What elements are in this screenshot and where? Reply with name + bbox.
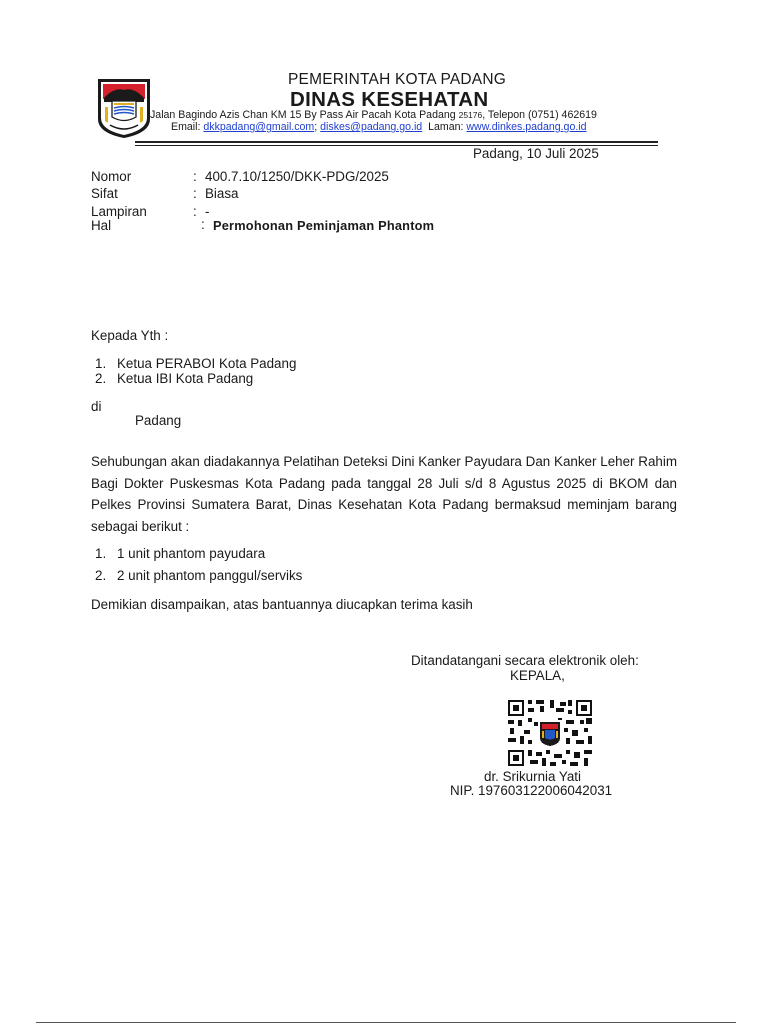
item-number: 1. [95, 546, 107, 561]
government-name: PEMERINTAH KOTA PADANG [288, 71, 506, 88]
nomor-colon: : [193, 169, 197, 184]
email-separator: ; [314, 121, 321, 133]
address-street: Jalan Bagindo Azis Chan KM 15 By Pass Air Pacah Kota Padang [150, 109, 459, 121]
page-bottom-border [36, 1022, 736, 1023]
nomor-value: 400.7.10/1250/DKK-PDG/2025 [205, 169, 389, 184]
addressee-di: di [91, 399, 102, 414]
sifat-colon: : [193, 186, 197, 201]
website-link[interactable]: www.dinkes.padang.go.id [466, 121, 587, 133]
recipient-number: 1. [95, 356, 107, 371]
lampiran-colon: : [193, 204, 197, 219]
qr-code-icon [506, 698, 594, 768]
email-link-primary[interactable]: dkkpadang@gmail.com [203, 121, 315, 133]
sifat-value: Biasa [205, 186, 239, 201]
nomor-label: Nomor [91, 169, 132, 184]
letter-date: Padang, 10 Juli 2025 [473, 146, 599, 161]
lampiran-label: Lampiran [91, 204, 147, 219]
recipient-number: 2. [95, 371, 107, 386]
lampiran-value: - [205, 204, 210, 219]
address-postal-code: 25176 [458, 110, 483, 120]
signer-title: KEPALA, [510, 668, 565, 683]
e-signed-statement: Ditandatangani secara elektronik oleh: [411, 653, 639, 668]
addressee-city: Padang [135, 413, 182, 428]
contact-line [171, 121, 587, 133]
signer-nip: NIP. 197603122006042031 [450, 783, 613, 798]
recipient-name: Ketua IBI Kota Padang [117, 371, 254, 386]
hal-colon: : [201, 217, 205, 232]
hal-subject: Permohonan Peminjaman Phantom [213, 218, 435, 233]
email-link-secondary[interactable]: diskes@padang.go.id [320, 121, 423, 133]
item-number: 2. [95, 568, 107, 583]
office-address [150, 109, 597, 121]
item-text: 2 unit phantom panggul/serviks [117, 568, 303, 583]
closing-sentence: Demikian disampaikan, atas bantuannya diucapkan terima kasih [91, 597, 473, 612]
padang-city-emblem-icon [96, 77, 152, 139]
signer-name: dr. Srikurnia Yati [484, 769, 582, 784]
body-paragraph: Sehubungan akan diadakannya Pelatihan Deteksi Dini Kanker Payudara Dan Kanker Leher Rahim Bagi Dokter Puskesmas Kota Padang pada tanggal 28 Juli s/d 8 Agustus 2025 di BKOM dan Pelkes Provinsi Sumatera Barat, Dinas Kesehatan Kota Padang bermaksud meminjam barang sebagai berikut : [91, 454, 677, 534]
email-label: Email: [171, 121, 204, 133]
website-label: Laman: [422, 121, 467, 133]
salutation: Kepada Yth : [91, 328, 169, 343]
department-name: DINAS KESEHATAN [290, 88, 489, 111]
letterhead-divider-thick [135, 141, 658, 143]
sifat-label: Sifat [91, 186, 118, 201]
hal-label: Hal [91, 218, 112, 233]
recipient-name: Ketua PERABOI Kota Padang [117, 356, 297, 371]
address-phone: , Telepon (0751) 462619 [482, 109, 597, 121]
item-text: 1 unit phantom payudara [117, 546, 266, 561]
